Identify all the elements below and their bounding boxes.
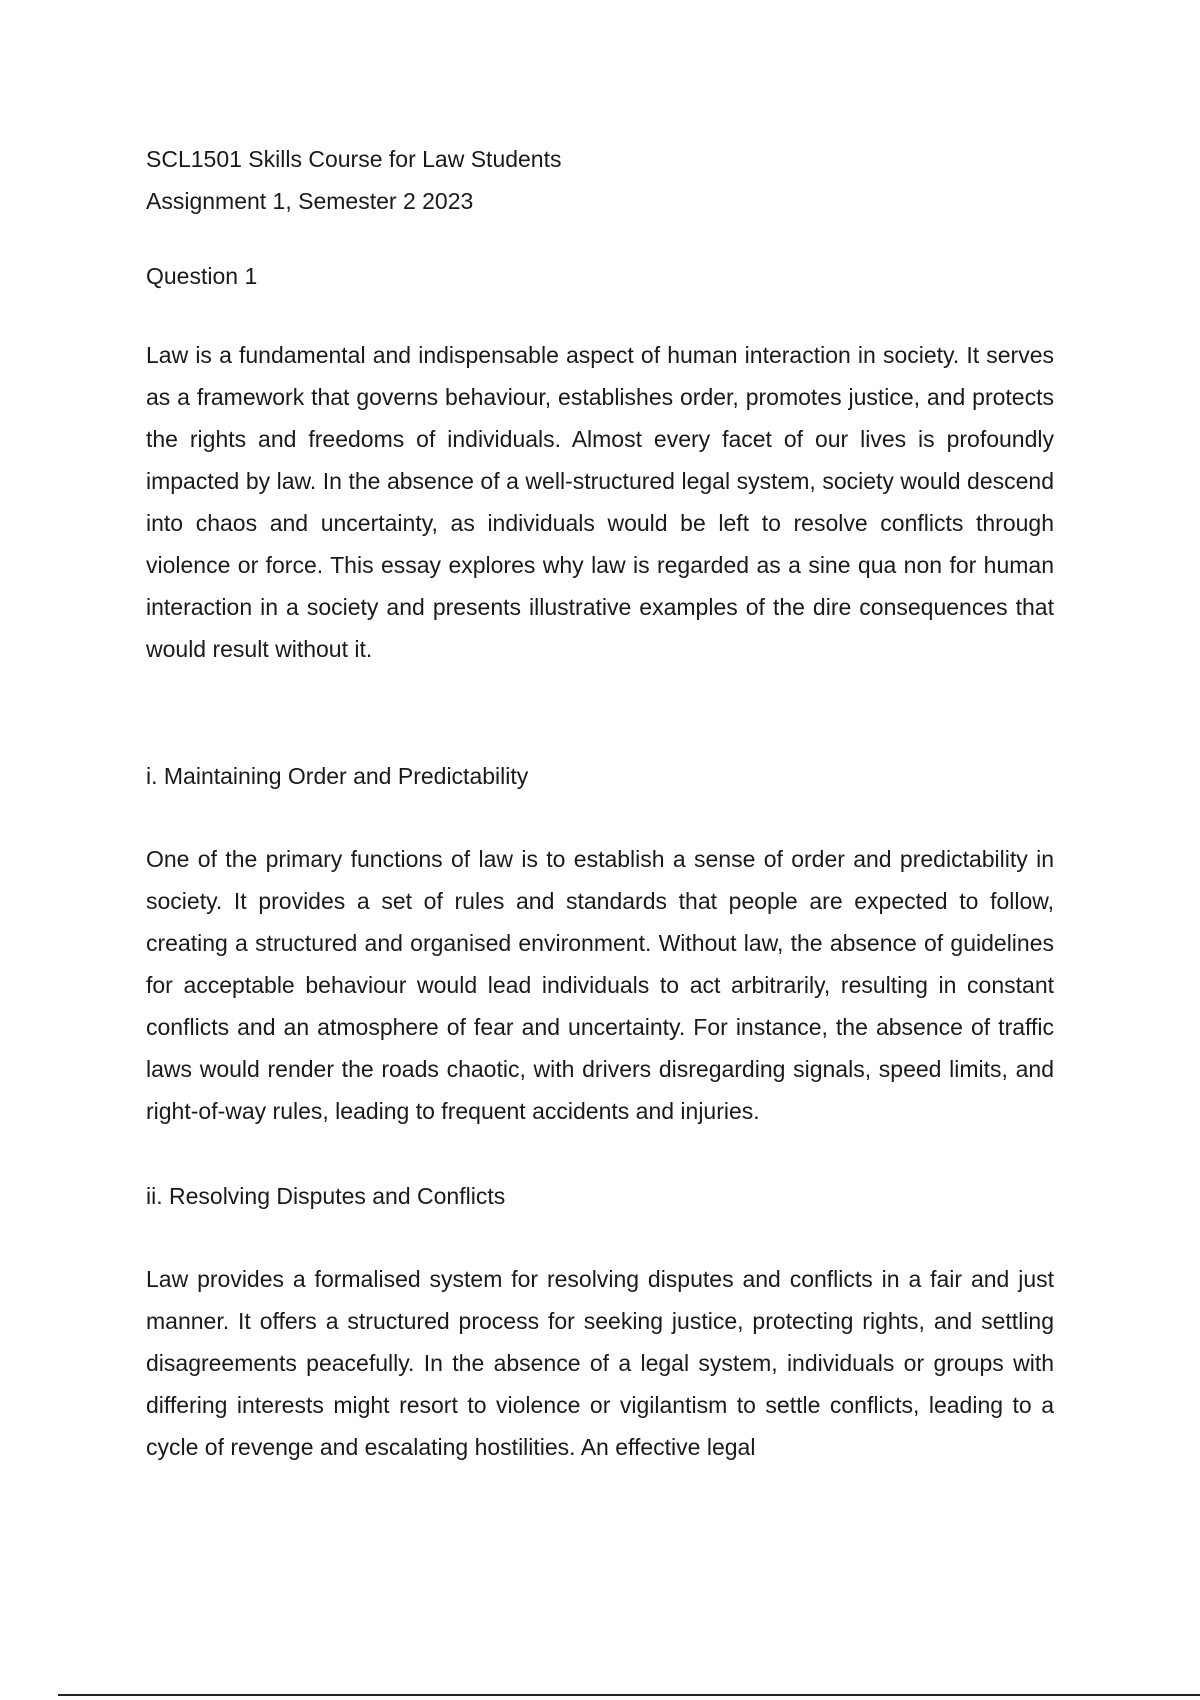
page-bottom-divider (58, 1694, 1200, 1696)
section-paragraph: One of the primary functions of law is to establish a sense of order and predictability in society. It provides a set of rules and standards that people are expected to follow, creating a structured and organised environment. Without law, the absence of guidelines for acceptable behaviour would lead individuals to act arbitrarily, resulting in constant conflicts and an atmosphere of fear and uncertainty. For instance, the absence of traffic laws would render the roads chaotic, with drivers disregarding signals, speed limits, and right-of-way rules, leading to frequent accidents and injuries. (146, 846, 1054, 1124)
section-heading: i. Maintaining Order and Predictability (146, 763, 529, 789)
assignment-title: Assignment 1, Semester 2 2023 (146, 188, 474, 214)
intro-paragraph: Law is a fundamental and indispensable aspect of human interaction in society. It serves as a framework that governs behaviour, establishes order, promotes justice, and protects the rights and freedoms of individuals. Almost every facet of our lives is profoundly impacted by law. In the absence of a well-structured legal system, society would descend into chaos and uncertainty, as individuals would be left to resolve conflicts through violence or force. This essay explores why law is regarded as a sine qua non for human interaction in a society and presents illustrative examples of the dire consequences that would result without it. (146, 342, 1054, 662)
section-heading: ii. Resolving Disputes and Conflicts (146, 1183, 506, 1209)
course-title: SCL1501 Skills Course for Law Students (146, 146, 562, 172)
section-paragraph: Law provides a formalised system for resolving disputes and conflicts in a fair and just manner. It offers a structured process for seeking justice, protecting rights, and settling disagreements peacefully. In the absence of a legal system, individuals or groups with differing interests might resort to violence or vigilantism to settle conflicts, leading to a cycle of revenge and escalating hostilities. An effective legal (146, 1266, 1054, 1460)
document-body (146, 138, 1054, 1468)
question-label: Question 1 (146, 263, 258, 289)
